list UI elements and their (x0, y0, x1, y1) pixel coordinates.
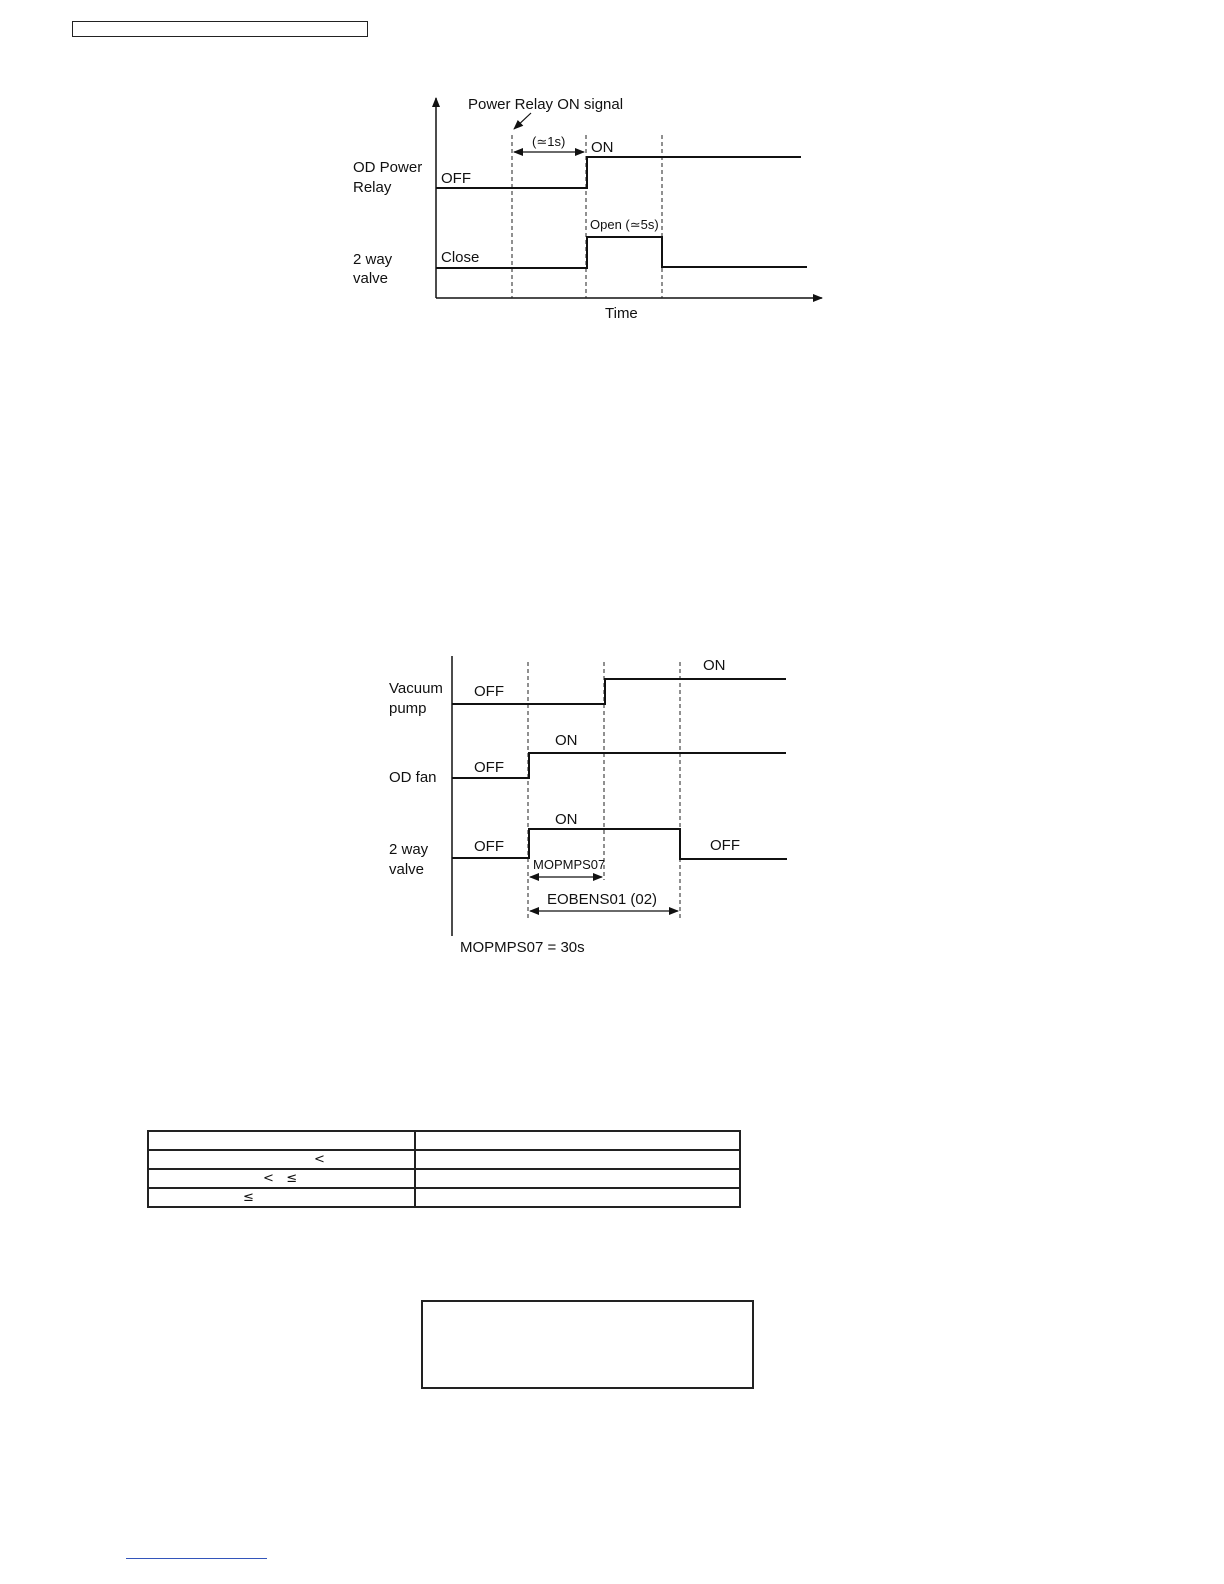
table-cell (415, 1169, 740, 1188)
table-cell (148, 1188, 415, 1207)
relay-on-label: ON (591, 139, 614, 156)
relay-signal-line (436, 157, 801, 188)
comparison-symbol: < ≤ (263, 1171, 298, 1186)
table-cell (148, 1169, 415, 1188)
interval-1s-label: (≃1s) (532, 134, 566, 149)
pump-off-label: OFF (474, 683, 504, 700)
valve-label-line2: valve (353, 270, 389, 287)
table-row (148, 1131, 740, 1150)
comparison-symbol: < (314, 1152, 325, 1167)
table-cell (415, 1131, 740, 1150)
eobens01-interval-label: EOBENS01 (02) (547, 891, 658, 908)
valve-label-line1: 2 way (389, 841, 429, 858)
mopmps07-footnote: MOPMPS07 = 30s (460, 939, 585, 956)
valve-on-label: ON (555, 811, 578, 828)
annotation-arrow (514, 113, 531, 129)
relay-off-label: OFF (441, 170, 471, 187)
fan-off-label: OFF (474, 759, 504, 776)
pump-label-line1: Vacuum (389, 680, 443, 697)
table-row (148, 1188, 740, 1207)
power-relay-timing-diagram (353, 96, 822, 322)
mopmps07-interval-label: MOPMPS07 (533, 857, 606, 872)
table-cell (415, 1150, 740, 1169)
condition-table (147, 1130, 741, 1208)
valve-signal-line (436, 237, 807, 268)
table-cell (148, 1150, 415, 1169)
table-row (148, 1169, 740, 1188)
valve-open-label: Open (≃5s) (590, 217, 659, 232)
valve-off-before-label: OFF (474, 838, 504, 855)
relay-label-line2: Relay (353, 179, 392, 196)
note-box (421, 1300, 754, 1389)
comparison-symbol: ≤ (243, 1190, 254, 1205)
valve-label-line2: valve (389, 861, 425, 878)
valve-close-label: Close (441, 249, 480, 266)
table-cell (415, 1188, 740, 1207)
time-axis-label: Time (605, 305, 638, 322)
pump-label-line2: pump (389, 700, 427, 717)
power-relay-annotation: Power Relay ON signal (468, 96, 624, 113)
vacuum-pump-timing-diagram (389, 656, 787, 956)
fan-label: OD fan (389, 769, 437, 786)
valve-label-line1: 2 way (353, 251, 393, 268)
table-cell (148, 1131, 415, 1150)
pump-on-label: ON (703, 657, 726, 674)
fan-on-label: ON (555, 732, 578, 749)
table-row (148, 1150, 740, 1169)
valve-off-after-label: OFF (710, 837, 740, 854)
relay-label-line1: OD Power (353, 159, 423, 176)
footer-link-underline[interactable] (126, 1558, 267, 1559)
